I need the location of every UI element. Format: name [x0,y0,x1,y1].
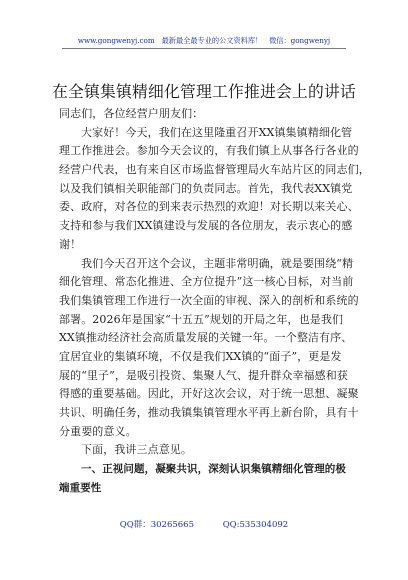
paragraph-line: 宜居宜业的集镇环境，不仅是我们XX镇的“面子”，更是发 [59,349,342,363]
header-divider [62,48,346,49]
document-title: 在全镇集镇精细化管理工作推进会上的讲话 [52,82,356,101]
paragraph-line: 谢！ [59,237,82,251]
paragraph-line: 支持和参与我们XX镇建设与发展的各位朋友，表示衷心的感 [59,219,353,233]
paragraph-line: 经营户代表，也有来自区市场监督管理局火车站片区的同志们， [59,163,370,177]
paragraph-line: 部署。2026年是国家“十五五”规划的开局之年，也是我们 [59,312,344,326]
paragraph-line: 理工作推进会。参加今天会议的，有我们镇上从事各行各业的 [59,144,359,158]
paragraph-line: 大家好！今天，我们在这里隆重召开XX镇集镇精细化管 [81,125,353,139]
paragraph-line: 委、政府，对各位的到来表示热烈的欢迎！对长期以来关心、 [59,200,359,214]
paragraph-line: 细化管理、常态化推进、全方位提升”这一核心目标，对当前 [59,275,354,289]
document-body [59,105,370,497]
paragraph-line: 下面，我讲三点意见。 [81,443,192,457]
section-heading-line: 端重要性 [59,481,102,494]
site-wechat: 微信：gongwenyj [269,36,331,45]
paragraph-line: 共识、明确任务，推动我镇集镇管理水平再上新台阶，具有十 [59,406,359,419]
paragraph-line: 我们集镇管理工作进行一次全面的审视、深入的剖析和系统的 [59,293,359,307]
paragraph-line: 展的“里子”，是吸引投资、集聚人气、提升群众幸福感和获 [59,368,348,382]
section-heading-line: 一、正视问题，凝聚共识，深刻认识集镇精细化管理的极 [81,463,346,476]
site-header [0,36,408,46]
qq-contact: QQ:535304092 [222,520,289,530]
page-footer [0,518,408,530]
paragraph-line: 分重要的意义。 [59,424,137,438]
paragraph-line: 我们今天召开这个会议，主题非常明确，就是要围绕“精 [81,256,354,270]
paragraph-line: 以及我们镇相关职能部门的负责同志。首先，我代表XX镇党 [59,181,353,195]
site-tagline: 最新最全最专业的公文资料库！ [161,36,263,45]
qq-group: QQ群：30265665 [119,520,194,530]
site-url[interactable]: www.gongwenyj.com [77,36,155,45]
paragraph-line: 得感的重要基础。因此，开好这次会议，对于统一思想、凝聚 [59,387,359,401]
salutation-line: 同志们，各位经营户朋友们： [59,107,204,120]
paragraph-line: XX镇推动经济社会高质量发展的关键一年。一个整洁有序、 [59,331,353,345]
